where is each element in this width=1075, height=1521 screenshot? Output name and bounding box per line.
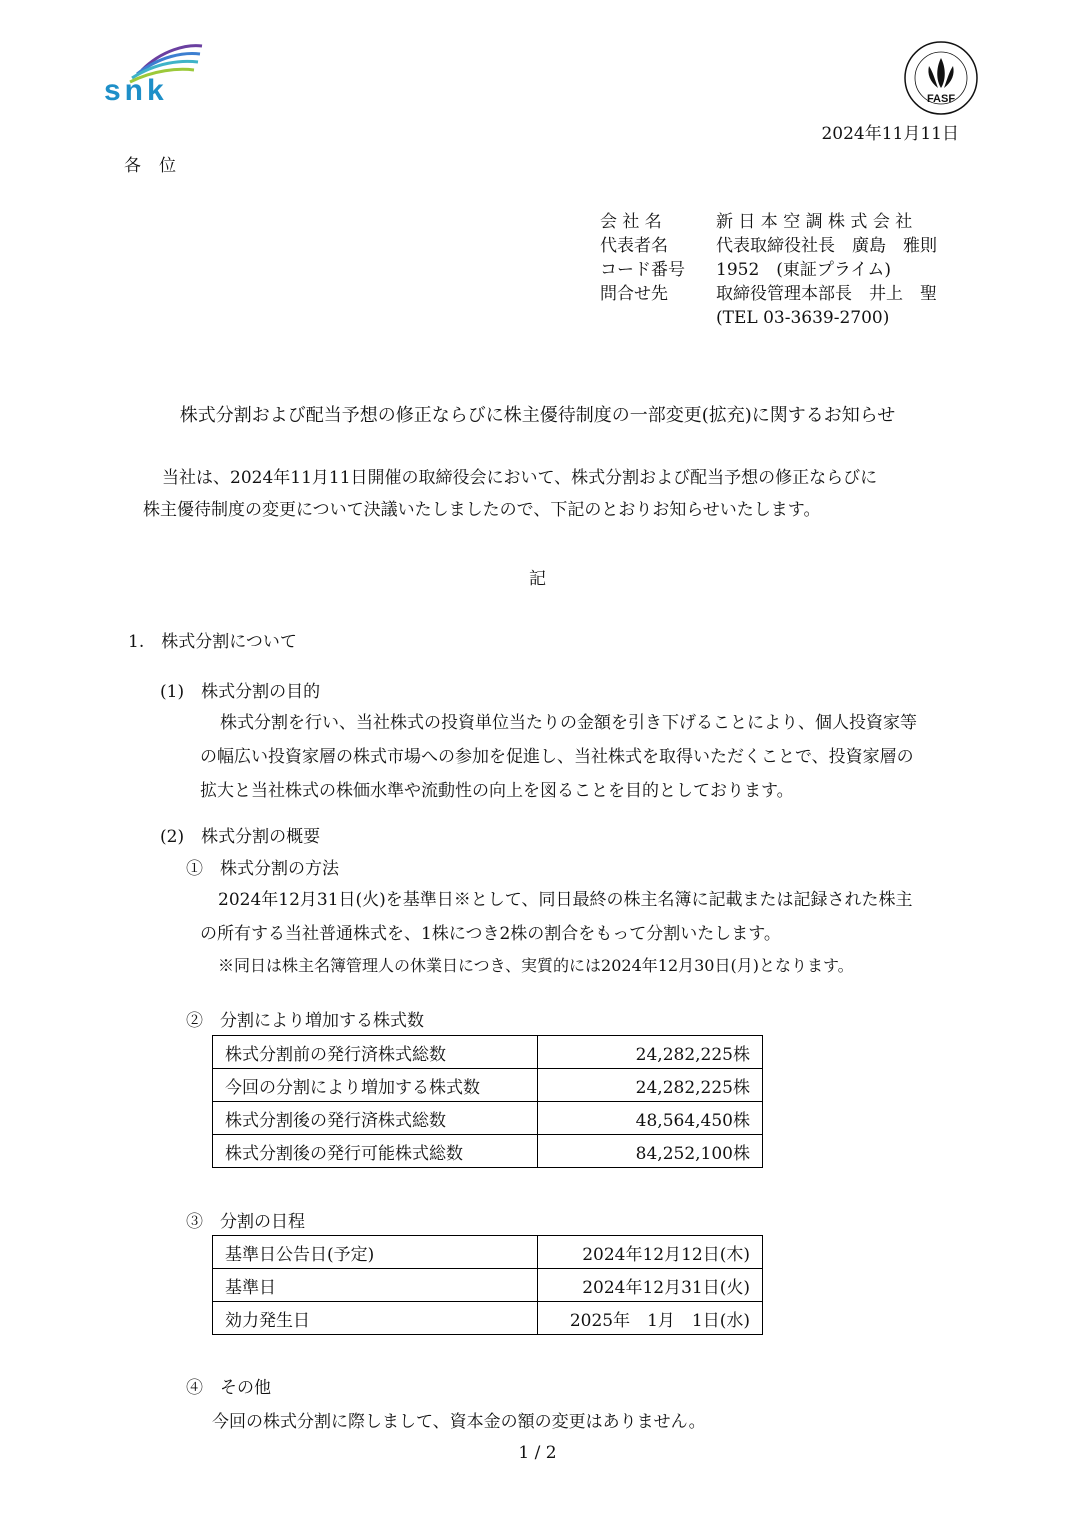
increase-table (212, 1035, 763, 1168)
table-key: 今回の分割により増加する株式数 (213, 1069, 538, 1102)
table-row (213, 1036, 763, 1069)
fasf-seal (903, 40, 979, 116)
table-value: 48,564,450株 (538, 1102, 763, 1135)
paragraph-line: 拡大と当社株式の株価水準や流動性の向上を図ることを目的としております。 (200, 781, 794, 801)
table-key: 効力発生日 (213, 1302, 538, 1335)
item-heading: ① 株式分割の方法 (186, 859, 339, 879)
svg-text:snk: snk (104, 74, 168, 107)
table-row (213, 1236, 763, 1269)
company-info-row (600, 258, 937, 282)
document-date: 2024年11月11日 (821, 124, 959, 144)
paragraph-line: の所有する当社普通株式を、1株につき2株の割合をもって分割いたします。 (200, 924, 781, 944)
purpose-paragraph (200, 706, 917, 808)
table-key: 株式分割前の発行済株式総数 (213, 1036, 538, 1069)
subsection-heading: (2) 株式分割の概要 (160, 827, 321, 847)
table-value: 2024年12月12日(木) (538, 1236, 763, 1269)
table-row (213, 1069, 763, 1102)
section-heading: 1. 株式分割について (128, 632, 297, 652)
info-label: 代表者名 (600, 236, 668, 256)
page-number: 1 / 2 (518, 1443, 557, 1463)
info-value: (TEL 03-3639-2700) (716, 308, 890, 328)
table-key: 基準日公告日(予定) (213, 1236, 538, 1269)
intro-line: 株主優待制度の変更について決議いたしましたので、下記のとおりお知らせいたします。 (143, 500, 821, 520)
company-info-row (600, 282, 937, 306)
ki-marker: 記 (529, 569, 546, 589)
table-row (213, 1269, 763, 1302)
svg-text:FASF: FASF (926, 93, 956, 105)
method-paragraph (200, 883, 912, 951)
method-note: ※同日は株主名簿管理人の休業日につき、実質的には2024年12月30日(月)となります。 (218, 956, 854, 975)
info-label: 会 社 名 (600, 212, 662, 232)
table-value: 24,282,225株 (538, 1069, 763, 1102)
table-row (213, 1135, 763, 1168)
item-heading: ④ その他 (186, 1378, 271, 1398)
info-value: 代表取締役社長 廣島 雅則 (716, 236, 937, 256)
company-info (600, 210, 937, 330)
info-label (600, 306, 716, 330)
table-value: 84,252,100株 (538, 1135, 763, 1168)
paragraph-line: 株式分割を行い、当社株式の投資単位当たりの金額を引き下げることにより、個人投資家等 (220, 713, 917, 733)
company-info-row (600, 306, 937, 330)
item-heading: ② 分割により増加する株式数 (186, 1011, 424, 1031)
paragraph-line: 2024年12月31日(火)を基準日※として、同日最終の株主名簿に記載または記録された株主 (218, 890, 913, 910)
table-row (213, 1102, 763, 1135)
paragraph-line: の幅広い投資家層の株式市場への参加を促進し、当社株式を取得いただくことで、投資家層の (200, 747, 914, 767)
table-row (213, 1302, 763, 1335)
intro-line: 当社は、2024年11月11日開催の取締役会において、株式分割および配当予想の修正ならびに (162, 468, 878, 488)
table-key: 株式分割後の発行可能株式総数 (213, 1135, 538, 1168)
table-value: 24,282,225株 (538, 1036, 763, 1069)
table-value: 2025年 1月 1日(水) (538, 1302, 763, 1335)
table-key: 基準日 (213, 1269, 538, 1302)
table-key: 株式分割後の発行済株式総数 (213, 1102, 538, 1135)
table-value: 2024年12月31日(火) (538, 1269, 763, 1302)
info-label: 問合せ先 (600, 284, 668, 304)
company-info-row (600, 234, 937, 258)
info-value: 取締役管理本部長 井上 聖 (716, 284, 937, 304)
schedule-table (212, 1235, 763, 1335)
info-value: 1952 (東証プライム) (716, 260, 892, 280)
item-heading: ③ 分割の日程 (186, 1212, 305, 1232)
info-label: コード番号 (600, 260, 685, 280)
intro-paragraph (0, 462, 1075, 526)
company-logo (102, 40, 222, 110)
addressee: 各位 (124, 156, 194, 176)
document-title: 株式分割および配当予想の修正ならびに株主優待制度の一部変更(拡充)に関するお知らせ (179, 405, 896, 426)
other-paragraph: 今回の株式分割に際しまして、資本金の額の変更はありません。 (212, 1412, 706, 1432)
subsection-heading: (1) 株式分割の目的 (160, 682, 321, 702)
info-value: 新 日 本 空 調 株 式 会 社 (716, 212, 913, 232)
company-info-row (600, 210, 937, 234)
